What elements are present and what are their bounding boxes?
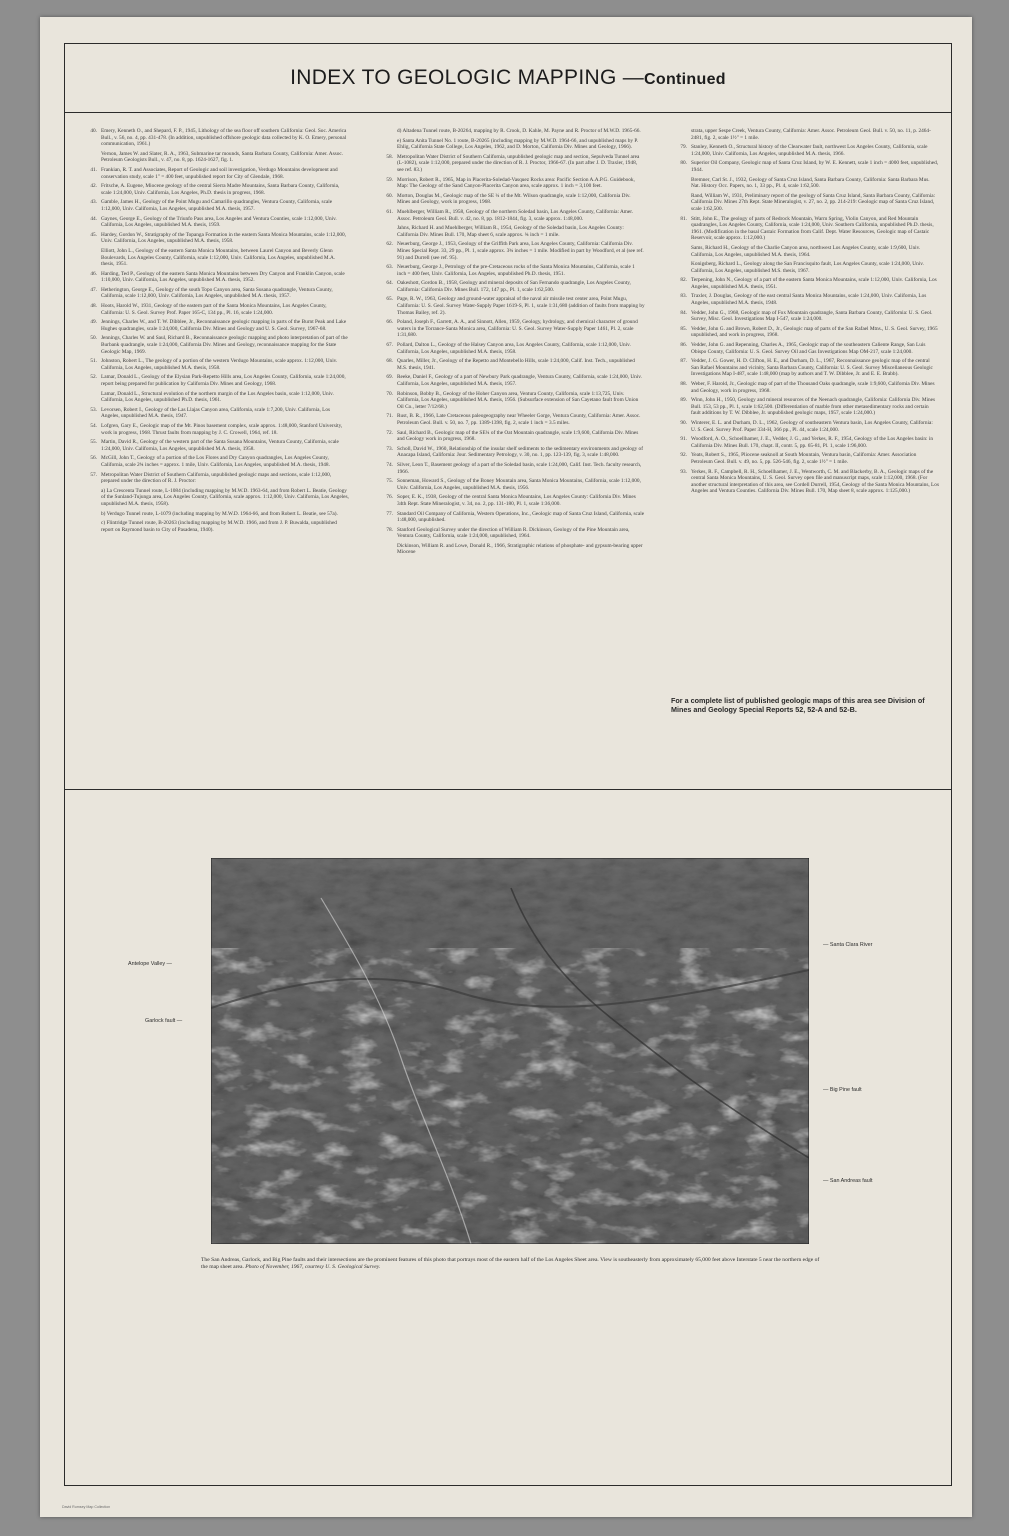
reference-number: 60. bbox=[386, 192, 393, 199]
reference-number: 63. bbox=[386, 264, 393, 271]
reference-number: 69. bbox=[386, 374, 393, 381]
reference-entry bbox=[671, 245, 939, 258]
reference-number: 89. bbox=[680, 397, 687, 404]
reference-entry bbox=[671, 381, 939, 394]
reference-text: Bremner, Carl St. J., 1932, Geology of Santa Cruz Island, Santa Barbara County, California: Santa Barbara Mus. Nat. History Occ. Papers, no. 1, 33 pp., Pl. 4, scale 1:62,500. bbox=[691, 176, 930, 190]
reference-entry bbox=[377, 430, 645, 443]
reference-number: 68. bbox=[386, 358, 393, 365]
reference-entry bbox=[81, 319, 349, 332]
reference-entry bbox=[377, 154, 645, 174]
reference-entry bbox=[81, 391, 349, 404]
reference-number: 50. bbox=[90, 335, 97, 342]
reference-number: 44. bbox=[90, 215, 97, 222]
reference-number: 64. bbox=[386, 280, 393, 287]
footer-credit: David Rumsey Map Collection bbox=[62, 1505, 111, 1509]
reference-number: 70. bbox=[386, 390, 393, 397]
reference-text: Emery, Kenneth O., and Shepard, F. P., 1945, Lithology of the sea floor off southern California: Geol. Soc. America Bull., v. 56, no. 4, pp. 431-478. (In addition, unpublished offshore geologic data collected by K. O. Emery, personal communication, 1961.) bbox=[101, 128, 347, 148]
reference-entry bbox=[81, 423, 349, 436]
reference-entry bbox=[81, 183, 349, 196]
reference-entry bbox=[671, 177, 939, 190]
reference-text: Dickinson, William R. and Lowe, Donald R., 1966, Stratigraphic relations of phosphate- and gypsum-bearing upper Miocene bbox=[397, 542, 643, 556]
reference-text: Lofgren, Gary E., Geologic map of the Mt. Pinos basement complex, scale approx. 1:48,000, Stanford University, work in progress, 1968. Thrust faults from mapping by J. C. Crowell, 1964, ref. 18. bbox=[101, 422, 343, 436]
reference-entry bbox=[671, 160, 939, 173]
reference-text: Gamble, James H., Geology of the Point Mugu and Camarillo quadrangles, Ventura County, California, scale 1:12,000, Univ. California, Los Angeles, unpublished M.A. thesis, 1957. bbox=[101, 199, 333, 212]
reference-number: 41. bbox=[90, 166, 97, 173]
photo-caption-text: The San Andreas, Garlock, and Big Pine faults and their intersections are the prominent features of this photo that portrays most of the eastern half of the Los Angeles Sheet area. View is southeasterly from approximately 65,000 feet above Interstate 5 near the northern edge of the map sheet area. bbox=[201, 1257, 820, 1271]
callout-big-pine-fault: — Big Pine fault bbox=[823, 1087, 862, 1093]
reference-entry bbox=[81, 303, 349, 316]
reference-number: 87. bbox=[680, 358, 687, 365]
reference-text: d) Altadena Tunnel route, B-20264, mapping by R. Crook, D. Kahle, M. Payne and R. Proctor of M.W.D. 1965-66. bbox=[397, 128, 641, 134]
reference-entry bbox=[671, 193, 939, 213]
reference-text: Frankian, R. T. and Associates, Report of Geologic and soil investigation, Verdugo Mountains development and conservation study, scale 1" = 400 feet, unpublished report for City of Glendale, 1968. bbox=[101, 166, 338, 180]
reference-text: Morrison, Robert R., 1965, Map in Placerita-Soledad-Vasquez Rocks area: Pacific Section A.A.P.G. Guidebook, Map: The Geology of the Sand Canyon-Placerita Canyon area, scale approx. 1 inch = 3,100 feet. bbox=[397, 176, 635, 190]
reference-text: Traxler, J. Douglas, Geology of the east central Santa Monica Mountains, scale 1:24,000, Univ. California, Los Angeles, unpublished M.A. thesis, 1948. bbox=[691, 293, 927, 307]
reference-text: c) Flintridge Tunnel route, B-20263 (including mapping by M.W.D. 1966, and from J. P. Buwalda, unpublished report on Raymond basin to City of Pasadena, 1940). bbox=[101, 520, 337, 533]
reference-number: 61. bbox=[386, 208, 393, 215]
reference-number: 48. bbox=[90, 303, 97, 310]
reference-text: Jahns, Richard H. and Muehlberger, William R., 1954, Geology of the Soledad basin, Los Angeles County: California Div. Mines Bull. 170, Map sheet 6, scale approx. ¾ inch = 1 mile. bbox=[397, 225, 624, 238]
reference-entry bbox=[377, 280, 645, 293]
reference-text: Lamar, Donald L., Structural evolution of the northern margin of the Los Angeles basin, scale 1:12,000, Univ. California, Los Angeles, unpublished Ph.D. thesis, 1961. bbox=[101, 390, 334, 404]
reference-entry bbox=[377, 225, 645, 238]
section-divider bbox=[65, 789, 951, 790]
reference-number: 85. bbox=[680, 325, 687, 332]
reference-text: Gaynes, George E., Geology of the Triunfo Pass area, Los Angeles and Ventura Counties, scale 1:12,000, Univ. California, Los Angeles, unpublished M.A. thesis, 1959. bbox=[101, 215, 337, 229]
reference-entry bbox=[671, 310, 939, 323]
reference-entry bbox=[671, 128, 939, 141]
reference-text: McGill, John T., Geology of a portion of the Los Flores and Dry Canyon quadrangles, Los Angeles County, California, scale 2¾ inches = approx. 1 mile, Univ. California, Los Angeles, unpublished M.A. thesis, 1948. bbox=[101, 455, 330, 468]
reference-entry bbox=[671, 469, 939, 495]
reference-number: 43. bbox=[90, 199, 97, 206]
reference-entry bbox=[671, 216, 939, 242]
reference-text: Reeke, Daniel F., Geology of a part of Newbury Park quadrangle, Ventura County, California, scale 1:24,000, Univ. California, Los Angeles, unpublished M.A. thesis, 1957. bbox=[397, 374, 642, 387]
reference-entry bbox=[81, 511, 349, 518]
reference-number: 84. bbox=[680, 309, 687, 316]
reference-number: 53. bbox=[90, 406, 97, 413]
reference-entry bbox=[377, 413, 645, 426]
photo-credit: Photo of November, 1967, courtesy U. S. Geological Survey. bbox=[245, 1264, 381, 1271]
aerial-photo bbox=[128, 858, 873, 1244]
reference-text: Vedder, John G. and Repenning, Charles A., 1965, Geologic map of the southeastern Caliente Range, San Luis Obispo County, California: U. S. Geol. Survey Oil and Gas Investigations Map OM-217, scale 1:24,000. bbox=[691, 342, 926, 355]
reference-number: 92. bbox=[680, 452, 687, 459]
reference-text: Woodford, A. O., Schoellhamer, J. E., Vedder, J. G., and Yerkes, R. F., 1954, Geology of the Los Angeles basin: in California Div. Mines Bull. 170, chapt. II, contr. 5, pp. 65-81, Pl. 1, scale 1:96,000. bbox=[691, 436, 933, 449]
reference-number: 42. bbox=[90, 183, 97, 190]
reference-entry bbox=[671, 261, 939, 274]
reference-text: e) Santa Anita Tunnel No. 1 route, B-20265 (including mapping by M.W.D. 1964-66, and unpublished maps by P. Ehlig, California State College, Los Angeles, 1962, and D. Morton, California Div. Mines and Geology, 1966). bbox=[397, 137, 639, 151]
reference-text: b) Verdugo Tunnel route, L-1079 (including mapping by M.W.D. 1964-66, and from Robert L. Beatie, see 57a). bbox=[101, 510, 338, 517]
reference-text: Robinson, Bobby B., Geology of the Hoher Canyon area, Ventura County, California, scale 1:13,725, Univ. California, Los Angeles, unpublished M.A. thesis, 1956. (Subsurface extension of San Cayetano fault from Union Oil Co., letter 7/12/68.) bbox=[397, 390, 639, 410]
callout-antelope-valley: Antelope Valley — bbox=[128, 961, 172, 967]
reference-entry bbox=[377, 296, 645, 316]
reference-text: Fritsche, A. Eugene, Miocene geology of the central Sierra Madre Mountains, Santa Barbara County, California, scale 1:24,000, Univ. California, Los Angeles, Ph.D. thesis in progress, 1968. bbox=[101, 183, 340, 196]
title-box bbox=[65, 44, 951, 113]
published-maps-note: For a complete list of published geologic maps of this area see Division of Mines and Geology Special Reports 52, 52-A and 52-B. bbox=[671, 696, 925, 714]
reference-entry bbox=[377, 241, 645, 261]
reference-text: Vedder, John G., 1968, Geologic map of Fox Mountain quadrangle, Santa Barbara County, California: U. S. Geol. Survey, Misc. Geol. Investigations Map I-547, scale 1:24,000. bbox=[691, 309, 933, 323]
reference-text: Poland, Joseph F., Garrett, A. A., and Sinnott, Allen, 1959, Geology, hydrology, and chemical character of ground waters in the Torrance-Santa Monica area, California: U. S. Geol. Survey Water-Supply Paper 1461, Pl. 2, scale 1:31,680. bbox=[397, 319, 638, 339]
reference-text: Rust, B. R., 1966, Late Cretaceous paleogeography near Wheeler Gorge, Ventura County, California: Amer. Assoc. Petroleum Geol. Bull. v. 50, no. 7, pp. 1389-1398, fig. 2, scale 1 inch = 3.5 miles. bbox=[397, 413, 641, 426]
reference-column-1 bbox=[81, 128, 349, 768]
map-sheet bbox=[40, 17, 972, 1517]
reference-entry bbox=[377, 319, 645, 339]
reference-number: 67. bbox=[386, 342, 393, 349]
reference-entry bbox=[377, 193, 645, 206]
reference-number: 77. bbox=[386, 510, 393, 517]
title-continued: Continued bbox=[644, 71, 726, 88]
reference-text: Rand, William W., 1931, Preliminary report of the geology of Santa Cruz Island, Santa Barbara County, California: California Div. Mines 27th Rept. State Mineralogist, v. 27, no. 2, pp. 214-219: Geologic map of Santa Cruz Island, scale 1:62,500. bbox=[691, 192, 936, 212]
reference-number: 55. bbox=[90, 439, 97, 446]
reference-entry bbox=[81, 407, 349, 420]
reference-text: Lamar, Donald L., Geology of the Elysian Park-Repetto Hills area, Los Angeles County, California, scale 1:24,000, report being prepared for publication by California Div. Mines and Geology, 1968. bbox=[101, 374, 346, 387]
reference-text: Martin, David R., Geology of the western part of the Santa Susana Mountains, Ventura County, California, scale 1:24,000, Univ. California, Los Angeles, unpublished M.A. thesis, 1958. bbox=[101, 439, 339, 452]
reference-text: Winn, John H., 1950, Geology and mineral resources of the Neenach quadrangle, California: California Div. Mines Bull. 153, 53 pp., Pl. 1, scale 1:62,500. (Differentiation of marble from other metasedimentary rocks and certain fault additions by T. W. Dibblee, Jr. unpublished geologic maps, 1957, scale 1:24,000.) bbox=[691, 397, 936, 417]
reference-text: Winterer, E. L. and Durham, D. L., 1962, Geology of southeastern Ventura basin, Los Angeles County, California: U. S. Geol. Survey Prof. Paper 334-H, 366 pp., Pl. 44, scale 1:24,000. bbox=[691, 419, 933, 433]
reference-number: 40. bbox=[90, 128, 97, 134]
reference-number: 88. bbox=[680, 381, 687, 387]
reference-text: Hardey, Gordon W., Stratigraphy of the Topanga Formation in the eastern Santa Monica Mountains, scale 1:12,000, Univ. California, Los Angeles, unpublished M.A. thesis, 1958. bbox=[101, 231, 347, 245]
reference-entry bbox=[81, 271, 349, 284]
reference-entry bbox=[81, 374, 349, 387]
reference-entry bbox=[671, 144, 939, 157]
reference-text: Vedder, J. G. Gower, H. D. Clifton, H. E., and Durham, D. L., 1967, Reconnaissance geologic map of the central San Rafael Mountains and vicinity, Santa Barbara County, California: U. S. Geol. Survey Miscellaneous Geologic Investigations Map I-487, scale 1:48,000 (map by authors and T. W. Dibblee, Jr. and E. E. Brabb). bbox=[691, 358, 933, 378]
reference-text: Muehlberger, William R., 1958, Geology of the northern Soledad basin, Los Angeles County, California: Amer. Assoc. Petroleum Geol. Bull. v. 42, no. 8, pp. 1812-1844, fig. 3, scale approx. 1:48,000. bbox=[397, 208, 634, 222]
page-title bbox=[290, 66, 726, 90]
reference-entry bbox=[81, 439, 349, 452]
reference-text: Yeats, Robert S., 1965, Pliocene seaknoll at South Mountain, Ventura basin, California: Amer. Association Petroleum Geol. Bull. v. 49, no. 5, pp. 526-546, fig. 2, scale 1½" = 1 mile. bbox=[691, 452, 917, 465]
reference-entry bbox=[377, 527, 645, 540]
reference-entry bbox=[81, 232, 349, 245]
reference-entry bbox=[81, 335, 349, 355]
reference-entry bbox=[377, 138, 645, 151]
reference-number: 51. bbox=[90, 358, 97, 365]
reference-number: 86. bbox=[680, 342, 687, 349]
reference-entry bbox=[671, 326, 939, 339]
reference-number: 75. bbox=[386, 478, 393, 485]
reference-text: Yerkes, R. F., Campbell, R. H., Schoellhamer, J. E., Wentworth, C. M. and Blackerby, B. A., Geologic maps of the central Santa Monica Mountains, U. S. Geol. Survey open file and manuscript maps, scale 1:12,000, 1968. (For another structural interpretation of this area, see Cordell Durrell, 1954, Geology of the Santa Monica Mountains, Los Angeles and Ventura Counties. California Div. Mines Bull. 170, Map sheet 8, scale approx. 1:125,000.) bbox=[691, 468, 939, 495]
reference-text: Harding, Ted P., Geology of the eastern Santa Monica Mountains between Dry Canyon and Franklin Canyon, scale 1:10,000, Univ. California, Los Angeles, unpublished M.A. thesis, 1952. bbox=[101, 270, 345, 284]
photo-caption bbox=[201, 1257, 821, 1271]
reference-text: Metropolitan Water District of Southern California, unpublished geologic maps and sections, scale 1:12,000, prepared under the direction of R. J. Proctor: bbox=[101, 471, 332, 485]
reference-text: Pollard, Dalton L., Geology of the Halsey Canyon area, Los Angeles County, California, scale 1:12,000, Univ. California, Los Angeles, unpublished M.A. thesis, 1958. bbox=[397, 342, 631, 355]
reference-entry bbox=[81, 167, 349, 180]
reference-text: Neuerburg, George J., Petrology of the pre-Cretaceous rocks of the Santa Monica Mountains, California, scale 1 inch = 400 feet, Univ. California, Los Angeles, unpublished Ph.D. thesis, 1951. bbox=[397, 264, 635, 277]
reference-text: Hetherington, George E., Geology of the south Topo Canyon area, Santa Susana quadrangle, Ventura County, California, scale 1:12,000, Univ. California, Los Angeles, unpublished M.A. thesis, 1957. bbox=[101, 286, 333, 300]
reference-columns bbox=[81, 128, 937, 768]
reference-entry bbox=[377, 543, 645, 556]
reference-text: Levorsen, Robert I., Geology of the Las Llajas Canyon area, California, scale 1:7,200, Univ. California, Los Angeles, unpublished M.A. thesis, 1947. bbox=[101, 406, 331, 420]
title-dash: — bbox=[616, 66, 645, 89]
reference-text: Page, R. W., 1963, Geology and ground-water appraisal of the naval air missile test center area, Point Mugu, California: U. S. Geol. Survey Water-Supply Paper 1619-S, Pl. 1, scale 1:31,680 (addition of faults from mapping by Thomas Bailey, ref. 2). bbox=[397, 296, 645, 316]
reference-text: Morton, Douglas M., Geologic map of the SE ¼ of the Mt. Wilson quadrangle, scale 1:12,000, California Div. Mines and Geology, work in progress, 1968. bbox=[397, 192, 631, 206]
reference-entry bbox=[377, 462, 645, 475]
reference-number: 74. bbox=[386, 461, 393, 468]
reference-text: Stanford Geological Survey under the direction of William R. Dickinson, Geology of the Pine Mountain area, Ventura County, California, scale 1:24,000, unpublished, 1964. bbox=[397, 526, 630, 540]
reference-entry bbox=[81, 216, 349, 229]
reference-text: Scholl, David W., 1960, Relationship of the insular shelf sediments to the sedimentary environments and geology of Anacapa Island, California: Jour. Sedimentary Petrology, v. 30, no. 1, pp. 123-139, fig. 3, scale 1:48,000. bbox=[397, 445, 643, 459]
reference-entry bbox=[671, 420, 939, 433]
reference-text: Silver, Leon T., Basement geology of a part of the Soledad basin, scale 1:24,000, Calif. Inst. Tech. faculty research, 1966. bbox=[397, 461, 642, 475]
reference-entry bbox=[377, 264, 645, 277]
reference-number: 81. bbox=[680, 215, 687, 222]
reference-number: 59. bbox=[386, 176, 393, 183]
reference-text: a) La Crescenta Tunnel route, L-1084 (including mapping by M.W.D. 1963-64, and from Robert L. Beatie, Geology of the Sunland-Tujunga area, Los Angeles County, California, scale approx. 1:12,000, Univ. California, Los Angeles, unpublished M.A. thesis, 1958). bbox=[101, 487, 349, 507]
page-frame bbox=[64, 43, 952, 1486]
reference-text: Stitt, John E., The geology of parts of Redrock Mountain, Warm Spring, Violin Canyon, and Red Mountain quadrangles, Los Angeles County, California, scale 1:24,000, Univ. Southern California, unpublished Ph.D. thesis, 1961. (Modification in the basal Castaic Formation from Calif. Dept. Water Resources, Geologic map of Castaic Reservoir, scale approx. 1:12,000.) bbox=[691, 215, 934, 242]
reference-text: Sams, Richard H., Geology of the Charlie Canyon area, northwest Los Angeles County, scale 1:9,600, Univ. California, Los Angeles, unpublished M.A. thesis, 1964. bbox=[691, 244, 921, 258]
reference-number: 83. bbox=[680, 293, 687, 300]
reference-entry bbox=[377, 128, 645, 135]
reference-text: Terpening, John N., Geology of a part of the eastern Santa Monica Mountains, scale 1:12,000, Univ. California, Los Angeles, unpublished M.A. thesis, 1951. bbox=[691, 277, 937, 290]
reference-number: 82. bbox=[680, 277, 687, 284]
reference-text: Vedder, John G. and Brown, Robert D., Jr., Geologic map of parts of the San Rafael Mtns., U. S. Geol. Survey, 1965 unpublished, and work in progress, 1968. bbox=[691, 325, 938, 339]
reference-text: strata, upper Sespe Creek, Ventura County, California: Amer. Assoc. Petroleum Geol. Bull. v. 50, no. 11, p. 2464-2481, fig. 2, scale 1½" = 1 mile. bbox=[691, 128, 931, 141]
reference-entry bbox=[81, 199, 349, 212]
reference-text: Saul, Richard B., Geologic map of the SE¼ of the Oat Mountain quadrangle, scale 1:9,600, California Div. Mines and Geology work in progress, 1968. bbox=[397, 429, 639, 443]
reference-entry bbox=[377, 478, 645, 491]
reference-number: 54. bbox=[90, 422, 97, 429]
reference-number: 90. bbox=[680, 419, 687, 426]
reference-text: Superior Oil Company, Geologic map of Santa Cruz Island, by W. E. Kennett, scale 1 inch = 4000 feet, unpublished, 1944. bbox=[691, 160, 939, 173]
reference-number: 78. bbox=[386, 526, 393, 533]
reference-text: Elliott, John L., Geology of the eastern Santa Monica Mountains, between Laurel Canyon and Beverly Glenn Boulevards, Los Angeles County, California, scale 1:12,000, Univ. California, Los Angeles, unpublished M.A. thesis, 1951. bbox=[101, 247, 336, 268]
reference-text: Johnston, Robert L., The geology of a portion of the western Verdugo Mountains, scale approx. 1:12,000, Univ. California, Los Angeles, unpublished M.A. thesis, 1958. bbox=[101, 358, 338, 371]
reference-number: 65. bbox=[386, 296, 393, 303]
aerial-photo-image bbox=[211, 858, 809, 1244]
reference-number: 56. bbox=[90, 455, 97, 462]
reference-entry bbox=[377, 511, 645, 524]
reference-entry bbox=[81, 128, 349, 148]
reference-text: Jennings, Charles W., and T. W. Dibblee, Jr., Reconnaissance geologic mapping in parts of the Burnt Peak and Lake Hughes quadrangles, scale 1:24,000, California Div. Mines and Geology and U. S. Geol. Survey, 1967-68. bbox=[101, 319, 347, 332]
reference-number: 91. bbox=[680, 436, 687, 443]
reference-entry bbox=[81, 455, 349, 468]
reference-number: 62. bbox=[386, 241, 393, 248]
reference-text: Weber, F. Harold, Jr., Geologic map of part of the Thousand Oaks quadrangle, scale 1:9,600, California Div. Mines and Geology, work in progress, 1968. bbox=[691, 381, 935, 394]
reference-number: 79. bbox=[680, 144, 687, 151]
reference-number: 45. bbox=[90, 231, 97, 238]
reference-entry bbox=[81, 488, 349, 508]
reference-text: Jennings, Charles W. and Saul, Richard B., Reconnaissance geologic mapping and photo interpretation of part of the Burbank quadrangle, scale 1:24,000, California Div. Mines and Geology, reconnaissance mapping for the State Geologic Map, 1969. bbox=[101, 335, 348, 355]
reference-text: Sonneman, Howard S., Geology of the Boney Mountain area, Santa Monica Mountains, California, scale 1:12,000, Univ. California, Los Angeles, unpublished M.A. thesis, 1956. bbox=[397, 478, 641, 491]
reference-number: 80. bbox=[680, 160, 687, 167]
reference-text: Vernon, James W. and Slater, R. A., 1963, Submarine tar mounds, Santa Barbara County, California: Amer. Assoc. Petroleum Geologists Bull., v. 47, no. 8, pp. 1624-1627, fig. 1. bbox=[101, 150, 344, 164]
reference-number: 47. bbox=[90, 286, 97, 293]
reference-number: 58. bbox=[386, 153, 393, 160]
reference-entry bbox=[671, 358, 939, 378]
reference-text: Oakeshott, Gordon B., 1958, Geology and mineral deposits of San Fernando quadrangle, Los Angeles County, California: California Div. Mines Bull. 172, 147 pp., Pl. 1, scale 1:62,500. bbox=[397, 280, 631, 293]
reference-text: Quarles, Miller, Jr., Geology of the Repetto and Montebello Hills, scale 1:24,000, Calif. Inst. Tech., unpublished M.S. thesis, 1941. bbox=[397, 358, 635, 371]
reference-entry bbox=[377, 358, 645, 371]
reference-text: Stanley, Kenneth O., Structural history of the Clearwater fault, northwest Los Angeles County, California, scale 1:24,000, Univ. California, Los Angeles, unpublished M.A. thesis, 1966. bbox=[691, 144, 928, 157]
reference-entry bbox=[377, 446, 645, 459]
title-main: INDEX TO GEOLOGIC MAPPING bbox=[290, 66, 617, 89]
reference-number: 49. bbox=[90, 319, 97, 326]
reference-entry bbox=[377, 342, 645, 355]
reference-text: Standard Oil Company of California, Western Operations, Inc., Geologic map of Santa Cruz Island, California, scale 1:48,000, unpublished. bbox=[397, 510, 645, 524]
reference-number: 72. bbox=[386, 429, 393, 436]
reference-entry bbox=[81, 358, 349, 371]
callout-garlock-fault: Garlock fault — bbox=[145, 1018, 183, 1024]
reference-text: Soper, E. K., 1938, Geology of the central Santa Monica Mountains, Los Angeles County: California Div. Mines 34th Rept. State Mineralogist, v. 34, no. 2, pp. 131-180, Pl. 1, scale 1:36,000. bbox=[397, 494, 636, 507]
reference-text: Metropolitan Water District of Southern California, unpublished geologic map and section, Sepulveda Tunnel area (L-1082), scale 1:12,000, prepared under the direction of R. J. Proctor, 1966-67. (In part after J. D. Traxler, 1948, see ref. 83.) bbox=[397, 153, 640, 173]
reference-number: 71. bbox=[386, 413, 393, 420]
reference-number: 66. bbox=[386, 319, 393, 326]
reference-number: 93. bbox=[680, 468, 687, 475]
reference-entry bbox=[377, 391, 645, 411]
reference-entry bbox=[671, 452, 939, 465]
callout-santa-clara-river: — Santa Clara River bbox=[823, 942, 873, 948]
reference-entry bbox=[377, 177, 645, 190]
reference-number: 46. bbox=[90, 270, 97, 277]
reference-column-2 bbox=[377, 128, 645, 768]
reference-text: Hoots, Harold W., 1931, Geology of the eastern part of the Santa Monica Mountains, Los Angeles County, California: U. S. Geol. Survey Prof. Paper 165-C, 134 pp., Pl. 16, scale 1:24,000. bbox=[101, 303, 327, 316]
reference-text: Konigsberg, Richard L., Geology along the San Francisquito fault, Los Angeles County, scale 1:24,000, Univ. California, Los Angeles, unpublished M.S. thesis, 1967. bbox=[691, 261, 924, 274]
reference-entry bbox=[81, 520, 349, 533]
reference-entry bbox=[671, 293, 939, 306]
reference-number: 57. bbox=[90, 471, 97, 478]
reference-entry bbox=[671, 397, 939, 417]
reference-entry bbox=[81, 248, 349, 268]
reference-number: 76. bbox=[386, 494, 393, 501]
reference-entry bbox=[671, 277, 939, 290]
reference-text: Neuerburg, George J., 1953, Geology of the Griffith Park area, Los Angeles County, California: California Div. Mines Special Rept. 33, 29 pp., Pl. 1, scale approx. 3¾ inches = 1 mile. Modified in part by Woodford, et al (see ref. 91) and Durrell (see ref. 95). bbox=[397, 241, 644, 261]
reference-entry bbox=[81, 151, 349, 164]
reference-number: 73. bbox=[386, 445, 393, 452]
reference-entry bbox=[377, 374, 645, 387]
reference-entry bbox=[671, 342, 939, 355]
reference-number: 52. bbox=[90, 374, 97, 381]
reference-entry bbox=[81, 287, 349, 300]
reference-entry bbox=[671, 436, 939, 449]
reference-entry bbox=[377, 494, 645, 507]
reference-column-3 bbox=[671, 128, 939, 768]
callout-san-andreas-fault: — San Andreas fault bbox=[823, 1178, 873, 1184]
reference-entry bbox=[81, 472, 349, 485]
reference-entry bbox=[377, 209, 645, 222]
